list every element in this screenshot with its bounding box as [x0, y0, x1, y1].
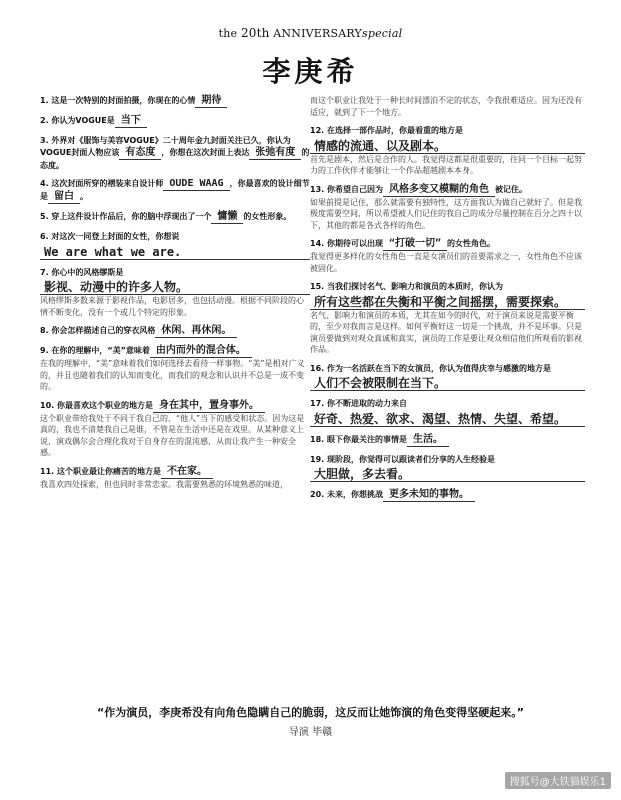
questionnaire-left-column [40, 95, 310, 497]
question-item-8: 8. 你会怎样描述自己的穿衣风格 休闲、再休闲。 [40, 325, 310, 338]
answer-text: 名气、影响力和演员的本质，尤其在如今的时代，对于演员来说是需要平衡的，至少对我而言是这样。如何平衡好这一切是一个挑战，并不是坏事。只是演员要做到对观众真诚和真实，演员的工作是要让观众相信他们所观看的影视作品。 [310, 310, 582, 354]
handwritten-answer: 期待 [195, 95, 227, 108]
answer-text: 风格缪斯多数来源于影视作品，电影居多，也包括动漫。根据不同阶段的心情不断变化，没有一个或几个特定的形象。 [40, 296, 304, 317]
question-item-18: 18. 眼下你最关注的事情是 生活。 [310, 434, 585, 447]
question-item-14: 14. 你期待可以出现 “打破一切” 的女性角色。 我觉得更多样化的女性角色一直是女演员们的首要需求之一，女性角色不应该被固化。 [310, 238, 585, 274]
question-item-11-continued [310, 95, 585, 118]
answer-text: 首先是剧本，然后是合作的人。我觉得这都是很重要的，往同一个目标一起努力的工作伙伴才能够让一个作品超越剧本本身。 [310, 154, 582, 175]
answer-text: 在我的理解中，“美”意味着我们如何选择去看待一样事物。“美”是相对广义的，并且也随着我们的认知而变化，而我们的观念和认识并不总是一成不变的。 [40, 359, 305, 391]
questionnaire-right-column [310, 95, 585, 509]
question-item-19: 19. 现阶段，你觉得可以跟读者们分享的人生经验是 大胆做，多去看。 [310, 454, 585, 483]
question-item-13: 13. 你希望自己因为 风格多变又模糊的角色 被记住。 如果前提是记住，那么就需要有独特性，这方面我认为做自己就好了。但是我极度需要空间，所以希望被人们记住的我自己的成分尽量控制在百分之四十以下，其他的都是各式各样的角色。 [310, 184, 585, 232]
question-item-11: 11. 这个职业最让你痛苦的地方是 不在家。 我喜欢四处探索，但也同时非常恋家。我需要熟悉的环境熟悉的味道， [40, 466, 310, 491]
question-item-10: 10. 你最喜欢这个职业的地方是 身在其中，置身事外。 这个职业带给我处于不同于我自己的、“他人”当下的感受和状态。因为这是真的，我也不清楚我自己是谁，不管是在生活中还是在戏里。从某种意义上说，演戏偶尔会合理化我对于自身存在的混沌感，从而让我产生一种安全感。 [40, 400, 310, 459]
handwritten-answer: 慵懒 [211, 211, 243, 224]
page-title: 李庚希 [262, 55, 359, 88]
question-item-1: 1. 这是一次特别的封面拍摄，你现在的心情 期待 [40, 95, 310, 108]
handwritten-answer: 留白 [48, 191, 80, 204]
handwritten-answer: 由内而外的混合体。 [150, 345, 252, 358]
handwritten-answer: 生活。 [407, 434, 449, 447]
handwritten-answer: 不在家。 [161, 466, 213, 479]
question-item-9: 9. 在你的理解中，“美”意味着 由内而外的混合体。 在我的理解中，“美”意味着我们如何选择去看待一样事物。“美”是相对广义的，并且也随着我们的认知而变化，而我们的观念和认识并不总是一成不变的。 [40, 345, 310, 393]
answer-text: 我喜欢四处探索，但也同时非常恋家。我需要熟悉的环境熟悉的味道， [40, 479, 288, 489]
handwritten-answer: 休闲、再休闲。 [155, 325, 237, 338]
handwritten-answer: 所有这些都在失衡和平衡之间摇摆，需要探索。 [310, 293, 585, 310]
question-item-15: 15. 当我们探讨名气、影响力和演员的本质时，你认为 所有这些都在失衡和平衡之间摇摆，需要探索。 名气、影响力和演员的本质，尤其在如今的时代，对于演员来说是需要平衡的，至少对我而言是这样。如何平衡好这一切是一个挑战，并不是坏事。只是演员要做到对观众真诚和真实，演员的工作是要让观众相信他们所观看的影视作品。 [310, 281, 585, 356]
anniversary-kicker: the 20th ANNIVERSARYspecial [218, 26, 403, 40]
handwritten-answer: 好奇、热爱、欲求、渴望、热情、失望、希望。 [310, 410, 585, 427]
question-item-16: 16. 作为一名活跃在当下的女演员，你认为值得庆幸与感激的地方是 人们不会被限制在当下。 [310, 363, 585, 392]
source-watermark: 搜狐号@大铁猫娱乐1 [505, 772, 611, 789]
handwritten-answer: 人们不会被限制在当下。 [310, 374, 585, 391]
quote-attribution: 导演 毕赣 [288, 727, 333, 738]
handwritten-answer: 身在其中，置身事外。 [153, 400, 265, 413]
handwritten-answer: 张弛有度 [249, 147, 301, 160]
question-item-20: 20. 未来，你想挑战 更多未知的事物。 [310, 489, 585, 502]
handwritten-answer: 当下 [115, 115, 147, 128]
answer-text: 我觉得更多样化的女性角色一直是女演员们的首要需求之一，女性角色不应该被固化。 [310, 252, 582, 273]
handwritten-answer: 情感的流通、以及剧本。 [310, 137, 585, 154]
page-header [0, 26, 621, 90]
handwritten-answer: We are what we are. [40, 243, 310, 260]
question-item-7: 7. 你心中的风格缪斯是 影视、动漫中的许多人物。 风格缪斯多数来源于影视作品，电影居多，也包括动漫。根据不同阶段的心情不断变化，没有一个或几个特定的形象。 [40, 267, 310, 319]
handwritten-answer: 风格多变又模糊的角色 [383, 184, 495, 197]
question-item-2: 2. 你认为VOGUE是 当下 [40, 115, 310, 128]
handwritten-answer: “打破一切” [383, 238, 447, 251]
answer-text: 而这个职业让我处于一种长时间漂泊不定的状态，令我很难适应。因为还没有适应，就到了下一个地方。 [310, 96, 582, 117]
handwritten-answer: 大胆做，多去看。 [310, 465, 585, 482]
question-item-5: 5. 穿上这件设计作品后，你的脑中浮现出了一个 慵懒 的女性形象。 [40, 211, 292, 222]
answer-text: 如果前提是记住，那么就需要有独特性，这方面我认为做自己就好了。但是我极度需要空间，所以希望被人们记住的我自己的成分尽量控制在百分之四十以下，其他的都是各式各样的角色。 [310, 197, 582, 230]
question-item-3: 3. 外界对《服饰与美容VOGUE》二十周年金九封面关注已久，你认为VOGUE封面人物应该 有态度 ，你想在这次封面上表达 张弛有度 的态度。 [40, 136, 310, 170]
handwritten-answer: 更多未知的事物。 [383, 489, 475, 502]
handwritten-answer: OUDE WAAG [163, 178, 229, 191]
question-item-17: 17. 你不断进取的动力来自 好奇、热爱、欲求、渴望、热情、失望、希望。 [310, 398, 585, 427]
answer-text: 这个职业带给我处于不同于我自己的、“他人”当下的感受和状态。因为这是真的，我也不清楚我自己是谁，不管是在生活中还是在戏里。从某种意义上说，演戏偶尔会合理化我对于自身存在的混沌感，从而让我产生一种安全感。 [40, 413, 305, 457]
question-item-6: 6. 对这次一同登上封面的女性，你想说 We are what we are. [40, 231, 310, 260]
pull-quote: “作为演员，李庚希没有向角色隐瞒自己的脆弱，这反而让她饰演的角色变得坚硬起来。” [97, 706, 524, 719]
handwritten-answer: 影视、动漫中的许多人物。 [40, 278, 310, 295]
question-item-4: 4. 这次封面所穿的褶装来自设计师 OUDE WAAG ，你最喜欢的设计细节是 留白 。 [40, 178, 310, 202]
question-item-12: 12. 在选择一部作品时，你最看重的地方是 情感的流通、以及剧本。 首先是剧本，然后是合作的人。我觉得这都是很重要的，往同一个目标一起努力的工作伙伴才能够让一个作品超越剧本本身。 [310, 125, 585, 177]
handwritten-answer: 有态度 [119, 147, 161, 160]
